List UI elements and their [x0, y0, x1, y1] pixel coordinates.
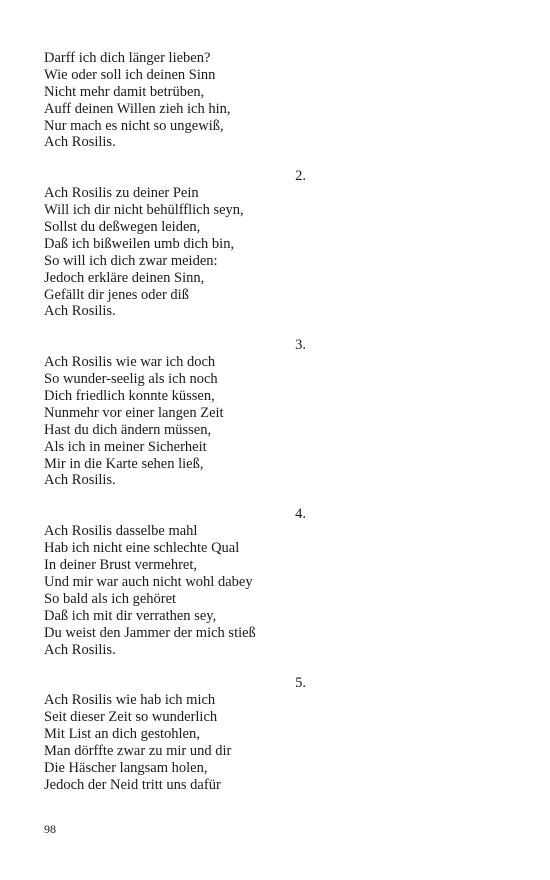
- poem-line: Darff ich dich länger lieben?: [44, 50, 211, 66]
- poem-line: So will ich dich zwar meiden:: [44, 252, 218, 269]
- poem-line: Dich friedlich konnte küssen,: [44, 388, 215, 405]
- poem-line: Wie oder soll ich deinen Sinn: [44, 66, 216, 83]
- poem-line: Mit List an dich gestohlen,: [44, 726, 200, 743]
- poem-line: Ach Rosilis.: [44, 303, 116, 320]
- stanza-number: 2.: [295, 168, 306, 185]
- poem-line: Ach Rosilis wie war ich doch: [44, 354, 216, 371]
- poem-line: Sollst du deßwegen leiden,: [44, 219, 201, 236]
- poem-line: Ach Rosilis.: [44, 134, 116, 151]
- poem-line: Hast du dich ändern müssen,: [44, 421, 212, 438]
- poem-line: Ach Rosilis.: [44, 641, 116, 658]
- page-number: 98: [44, 822, 56, 836]
- poem-line: Seit dieser Zeit so wunderlich: [44, 709, 218, 726]
- poem-line: Hab ich nicht eine schlechte Qual: [44, 540, 240, 557]
- poem-line: Die Häscher langsam holen,: [44, 759, 208, 776]
- poem-line: So wunder-seelig als ich noch: [44, 371, 218, 388]
- poem-line: Nur mach es nicht so ungewiß,: [44, 117, 224, 134]
- poem-line: Man dörffte zwar zu mir und dir: [44, 742, 232, 759]
- poem-line: Mir in die Karte sehen ließ,: [44, 455, 204, 472]
- poem-line: Daß ich mit dir verrathen sey,: [44, 607, 217, 624]
- poem-line: In deiner Brust vermehret,: [44, 557, 198, 574]
- poem-text: [44, 50, 344, 794]
- stanza-number: 5.: [295, 675, 306, 692]
- poem-line: Du weist den Jammer der mich stieß: [44, 624, 256, 641]
- poem-line: Nunmehr vor einer langen Zeit: [44, 404, 224, 421]
- poem-line: Ach Rosilis zu deiner Pein: [44, 185, 199, 202]
- poem-line: Als ich in meiner Sicherheit: [44, 438, 207, 455]
- poem-line: So bald als ich gehöret: [44, 590, 177, 607]
- poem-line: Will ich dir nicht behülfflich seyn,: [44, 202, 244, 219]
- poem-line: Ach Rosilis.: [44, 472, 116, 489]
- poem-line: Nicht mehr damit betrüben,: [44, 83, 205, 100]
- poem-line: Und mir war auch nicht wohl dabey: [44, 573, 253, 590]
- stanza-number: 3.: [295, 337, 306, 354]
- poem-line: Ach Rosilis wie hab ich mich: [44, 692, 216, 709]
- poem-line: Jedoch erkläre deinen Sinn,: [44, 269, 205, 286]
- poem-line: Gefällt dir jenes oder diß: [44, 286, 189, 303]
- poem-line: Jedoch der Neid tritt uns dafür: [44, 776, 221, 793]
- poem-line: Auff deinen Willen zieh ich hin,: [44, 100, 231, 117]
- poem-line: Ach Rosilis dasselbe mahl: [44, 523, 198, 540]
- poem-line: Daß ich bißweilen umb dich bin,: [44, 235, 235, 252]
- stanza-number: 4.: [295, 506, 306, 523]
